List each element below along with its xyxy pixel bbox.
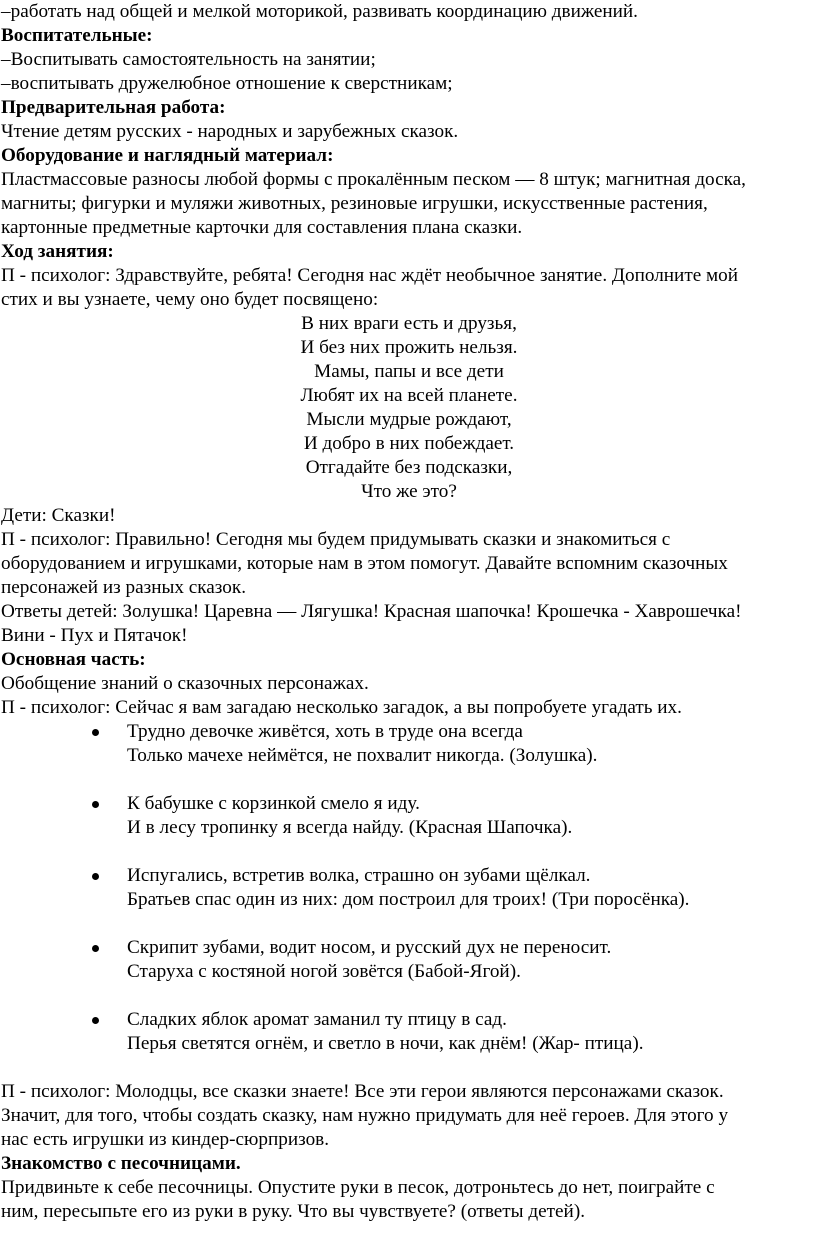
bullet-icon: [92, 945, 99, 952]
bullet-icon: [92, 1017, 99, 1024]
educational-item: –воспитывать дружелюбное отношение к сверстникам;: [1, 73, 453, 94]
course-heading: Ход занятия:: [1, 241, 114, 262]
riddle-line: Перья светятся огнём, и светло в ночи, как днём! (Жар- птица).: [127, 1033, 644, 1054]
main-part-summary: Обобщение знаний о сказочных персонажах.: [1, 673, 369, 694]
answers-line: Вини - Пух и Пятачок!: [1, 625, 188, 646]
poem: [1, 312, 816, 504]
psychologist-line: оборудованием и игрушками, которые нам в этом помогут. Давайте вспомним сказочных: [1, 553, 728, 574]
psychologist-line: П - психолог: Правильно! Сегодня мы будем придумывать сказки и знакомиться с: [1, 529, 671, 550]
poem-line: В них враги есть и друзья,: [301, 313, 517, 334]
preliminary-heading: Предварительная работа:: [1, 97, 226, 118]
riddle-item: [1, 864, 816, 936]
riddle-line: Испугались, встретив волка, страшно он зубами щёлкал.: [127, 865, 591, 886]
poem-line: Мысли мудрые рождают,: [306, 409, 512, 430]
poem-line: Отгадайте без подсказки,: [305, 457, 513, 478]
riddle-item: [1, 936, 816, 1008]
riddle-line: И в лесу тропинку я всегда найду. (Красная Шапочка).: [127, 817, 573, 838]
equipment-heading: Оборудование и наглядный материал:: [1, 145, 334, 166]
children-answer: Дети: Сказки!: [1, 505, 116, 526]
riddle-item: [1, 1008, 816, 1080]
equipment-line: магниты; фигурки и муляжи животных, резиновые игрушки, искусственные растения,: [1, 193, 708, 214]
riddle-list: [1, 720, 816, 1080]
conclusion-line: Значит, для того, чтобы создать сказку, нам нужно придумать для неё героев. Для этого у: [1, 1105, 729, 1126]
educational-heading: Воспитательные:: [1, 25, 153, 46]
riddle-line: Братьев спас один из них: дом построил для троих! (Три поросёнка).: [127, 889, 690, 910]
answers-line: Ответы детей: Золушка! Царевна — Лягушка! Красная шапочка! Крошечка - Хаврошечка!: [1, 601, 742, 622]
equipment-line: Пластмассовые разносы любой формы с прокалённым песком — 8 штук; магнитная доска,: [1, 169, 746, 190]
intro-line: –работать над общей и мелкой моторикой, развивать координацию движений.: [1, 1, 638, 22]
bullet-icon: [92, 801, 99, 808]
poem-line: Любят их на всей планете.: [300, 385, 518, 406]
conclusion-line: нас есть игрушки из киндер-сюрпризов.: [1, 1129, 330, 1150]
poem-line: И без них прожить нельзя.: [300, 337, 518, 358]
riddle-line: К бабушке с корзинкой смело я иду.: [127, 793, 420, 814]
psychologist-line: персонажей из разных сказок.: [1, 577, 246, 598]
riddle-line: Только мачехе неймётся, не похвалит никогда. (Золушка).: [127, 745, 598, 766]
course-opening-line: П - психолог: Здравствуйте, ребята! Сегодня нас ждёт необычное занятие. Дополните мой: [1, 265, 739, 286]
sandbox-heading: Знакомство с песочницами.: [1, 1153, 241, 1174]
course-opening-line: стих и вы узнаете, чему оно будет посвящено:: [1, 289, 379, 310]
riddle-line: Скрипит зубами, водит носом, и русский дух не переносит.: [127, 937, 612, 958]
riddle-line: Трудно девочке живётся, хоть в труде она всегда: [127, 721, 523, 742]
riddle-intro: П - психолог: Сейчас я вам загадаю несколько загадок, а вы попробуете угадать их.: [1, 697, 682, 718]
riddle-line: Сладких яблок аромат заманил ту птицу в сад.: [127, 1009, 507, 1030]
riddle-item: [1, 720, 816, 792]
sandbox-line: Придвиньте к себе песочницы. Опустите руки в песок, дотроньтесь до нет, поиграйте с: [1, 1177, 715, 1198]
main-part-heading: Основная часть:: [1, 649, 146, 670]
preliminary-text: Чтение детям русских - народных и зарубежных сказок.: [1, 121, 459, 142]
bullet-icon: [92, 873, 99, 880]
poem-line: Мамы, папы и все дети: [314, 361, 504, 382]
poem-line: Что же это?: [361, 481, 457, 502]
riddle-item: [1, 792, 816, 864]
educational-item: –Воспитывать самостоятельность на занятии;: [1, 49, 376, 70]
conclusion-line: П - психолог: Молодцы, все сказки знаете! Все эти герои являются персонажами сказок.: [1, 1081, 724, 1102]
sandbox-line: ним, пересыпьте его из руки в руку. Что вы чувствуете? (ответы детей).: [1, 1201, 586, 1222]
bullet-icon: [92, 729, 99, 736]
riddle-line: Старуха с костяной ногой зовётся (Бабой-Ягой).: [127, 961, 521, 982]
poem-line: И добро в них побеждает.: [303, 433, 515, 454]
equipment-line: картонные предметные карточки для составления плана сказки.: [1, 217, 523, 238]
